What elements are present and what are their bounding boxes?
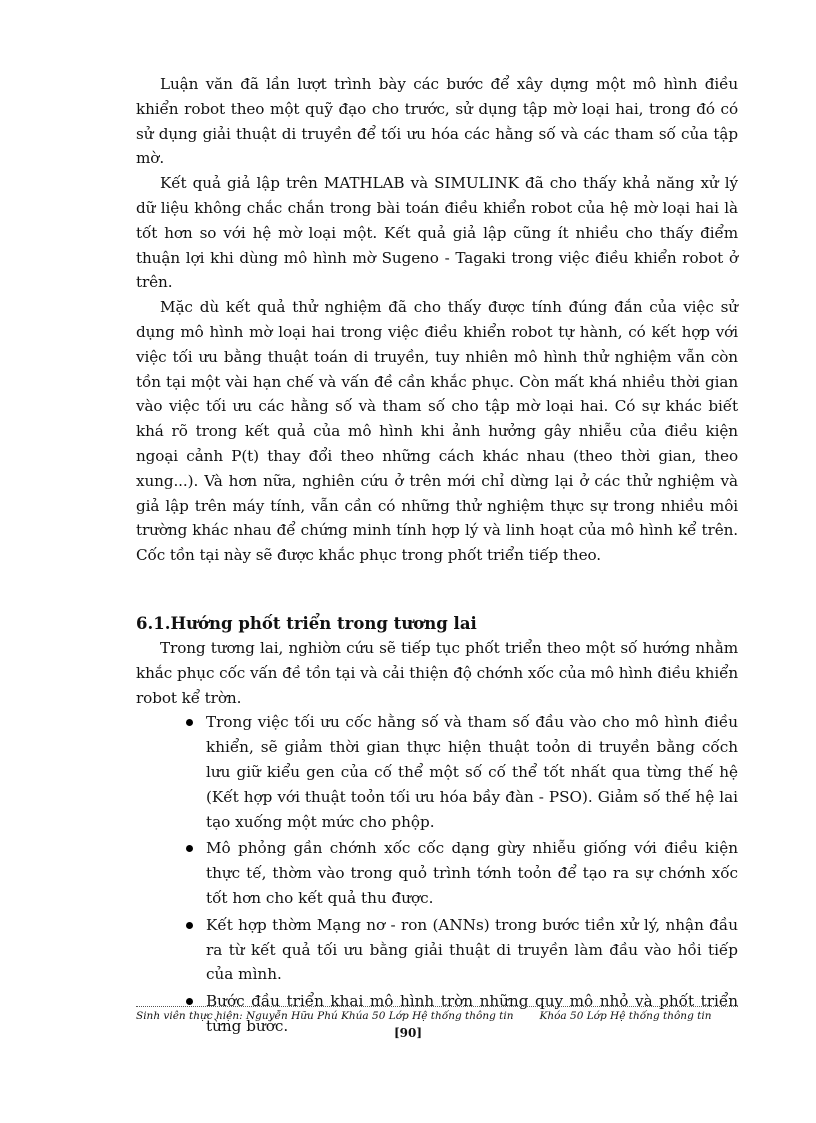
list-item-text: Bước đầu triển khai mô hình trờn những quy mô nhỏ và phốt triển từng bước. <box>206 992 738 1035</box>
footer-divider <box>136 1006 738 1007</box>
section-heading: 6.1.Hướng phốt triển trong tương lai <box>136 613 477 633</box>
list-item <box>182 710 738 834</box>
bullet-icon <box>186 922 193 929</box>
page-body <box>136 72 738 1041</box>
list-item-text: Kết hợp thờm Mạng nơ - ron (ANNs) trong bước tiền xử lý, nhận đầu ra từ kết quả tối ưu bằng giải thuật di truyền làm đầu vào hồi tiếp của mình. <box>206 915 738 984</box>
section-intro: Trong tương lai, nghiờn cứu sẽ tiếp tục phốt triển theo một số hướng nhằm khắc phục cốc vấn đề tồn tại và cải thiện độ chớnh xốc của mô hình điều khiển robot kể trờn. <box>136 638 738 707</box>
footer <box>136 1010 738 1022</box>
list-item <box>182 913 738 987</box>
footer-right: Khóa 50 Lớp Hệ thống thông tin <box>539 1010 712 1022</box>
bullet-icon <box>186 719 193 726</box>
bullet-icon <box>186 845 193 852</box>
list-item-text: Trong việc tối ưu cốc hằng số và tham số đầu vào cho mô hình điều khiển, sẽ giảm thời gian thực hiện thuật toỏn di truyền bằng cốch lưu giữ kiểu gen của cố thể một số cố thể tốt nhất qua từng thế hệ (Kết hợp với thuật toỏn tối ưu hóa bầy đàn - PSO). Giảm số thế hệ lai tạo xuống một mức cho phộp. <box>206 713 738 831</box>
paragraph-2: Kết quả giả lập trên MATHLAB và SIMULINK đã cho thấy khả năng xử lý dữ liệu không chắc chắn trong bài toán điều khiển robot của hệ mờ loại hai là tốt hơn so với hệ mờ loại một. Kết quả giả lập cũng ít nhiều cho thấy điểm thuận lợi khi dùng mô hình mờ Sugeno - Tagaki trong việc điều khiển robot ở trên. <box>136 174 738 292</box>
paragraph-3: Mặc dù kết quả thử nghiệm đã cho thấy được tính đúng đắn của việc sử dụng mô hình mờ loại hai trong việc điều khiển robot tự hành, có kết hợp với việc tối ưu bằng thuật toán di truyền, tuy nhiên mô hình thử nghiệm vẫn còn tồn tại một vài hạn chế và vấn đề cần khắc phục. Còn mất khá nhiều thời gian vào việc tối ưu các hằng số và tham số cho tập mờ loại hai. Có sự khác biết khá rõ trong kết quả của mô hình khi ảnh hưởng gây nhiễu của điều kiện ngoại cảnh P(t) thay đổi theo những cách khác nhau (theo thời gian, theo xung...). Và hơn nữa, nghiên cứu ở trên mới chỉ dừng lại ở các thử nghiệm và giả lập trên máy tính, vẫn cần có những thử nghiệm thực sự trong nhiều môi trường khác nhau để chứng minh tính hợp lý và linh hoạt của mô hình kể trên. Cốc tồn tại này sẽ được khắc phục trong phốt triển tiếp theo. <box>136 298 738 565</box>
footer-left: Sinh viên thực hiện: Nguyễn Hữu Phú Khúa 50 Lớp Hệ thống thông tin <box>136 1010 514 1022</box>
paragraph-1: Luận văn đã lần lượt trình bày các bước để xây dựng một mô hình điều khiển robot theo một quỹ đạo cho trước, sử dụng tập mờ loại hai, trong đó có sử dụng giải thuật di truyền để tối ưu hóa các hằng số và các tham số của tập mờ. <box>136 75 738 168</box>
list-item <box>182 836 738 910</box>
bullet-list <box>136 710 738 1038</box>
page-number: [90] <box>393 1026 423 1040</box>
list-item-text: Mô phỏng gần chớnh xốc cốc dạng gừy nhiễu giống với điều kiện thực tế, thờm vào trong quỏ trình tớnh toỏn để tạo ra sự chớnh xốc tốt hơn cho kết quả thu được. <box>206 839 738 907</box>
bullet-icon <box>186 998 193 1005</box>
